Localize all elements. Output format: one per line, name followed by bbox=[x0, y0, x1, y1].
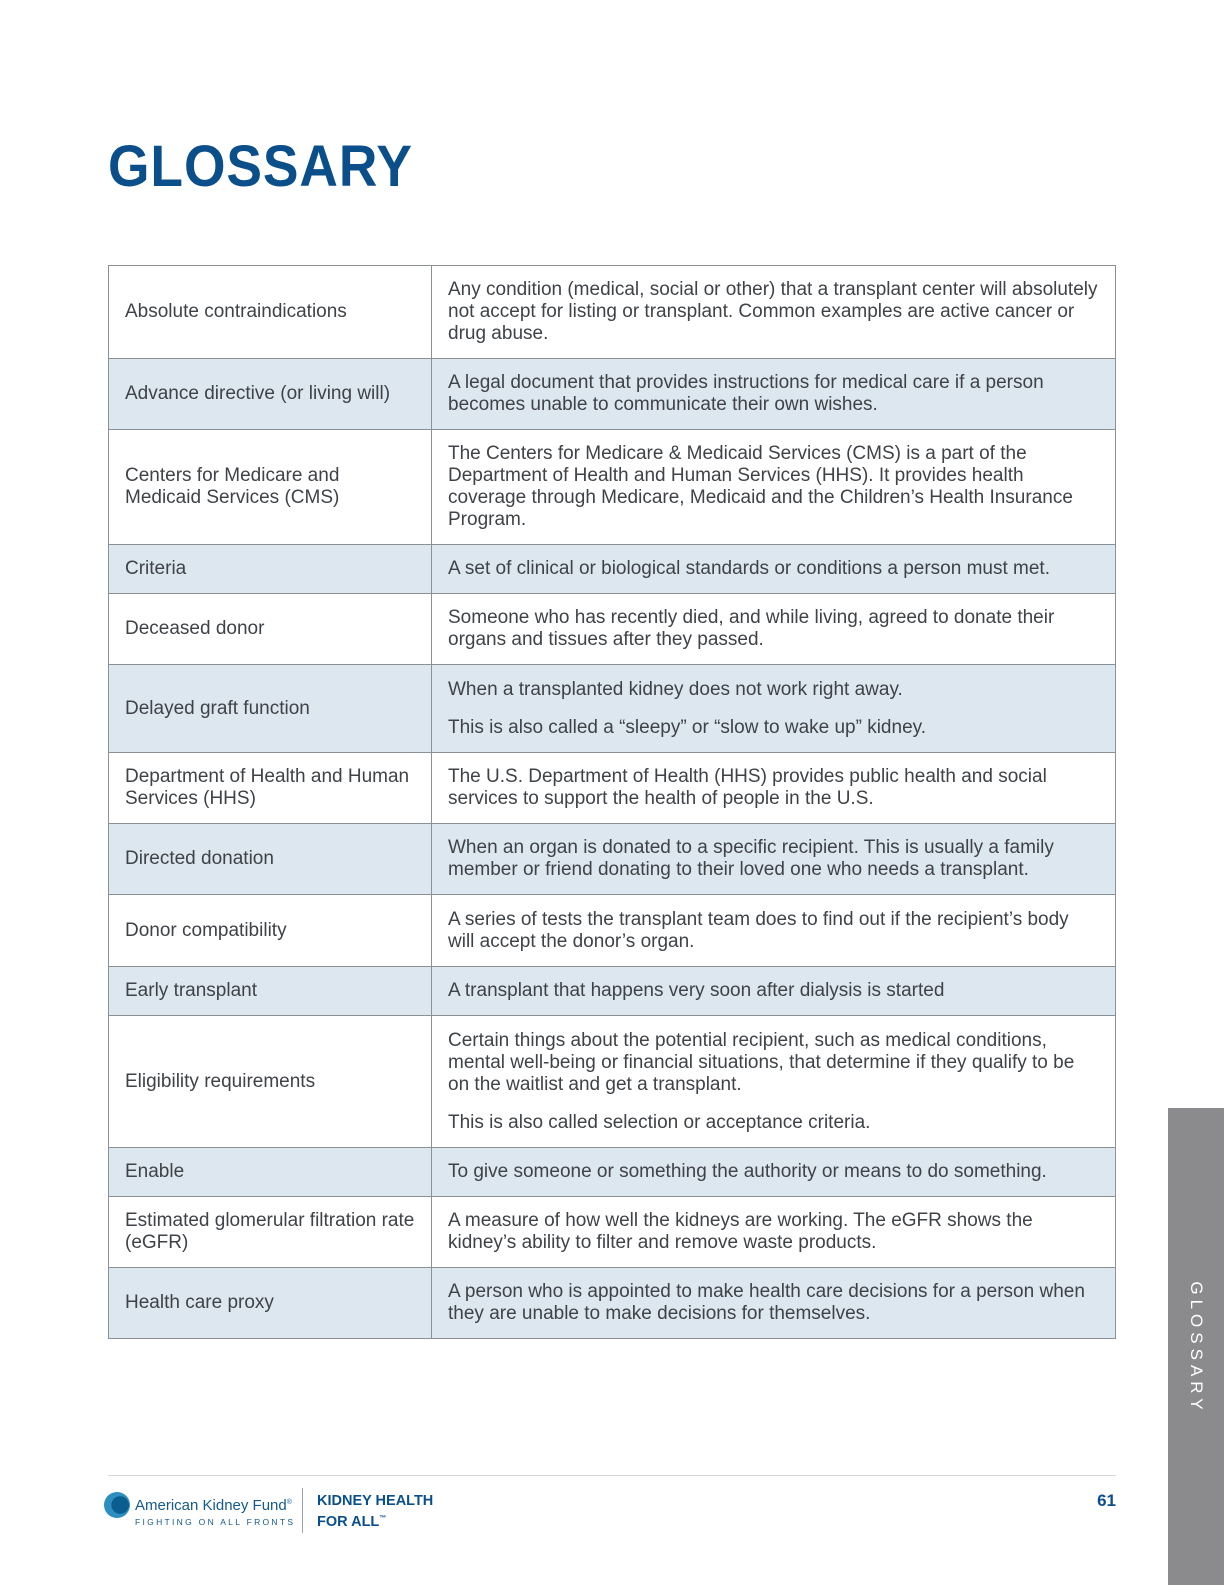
glossary-definition bbox=[432, 753, 1116, 824]
glossary-row bbox=[109, 895, 1116, 967]
glossary-definition bbox=[432, 1016, 1116, 1148]
glossary-term: Criteria bbox=[109, 545, 432, 594]
glossary-row bbox=[109, 665, 1116, 753]
glossary-definition bbox=[432, 895, 1116, 967]
glossary-term: Estimated glomerular filtration rate (eGFR) bbox=[109, 1197, 432, 1268]
glossary-definition bbox=[432, 967, 1116, 1016]
definition-paragraph: Any condition (medical, social or other) that a transplant center will absolutely not accept for listing or transplant. Common examples are active cancer or drug abuse. bbox=[448, 279, 1098, 344]
campaign-trademark: ™ bbox=[379, 1515, 387, 1522]
page-title: GLOSSARY bbox=[108, 134, 413, 199]
glossary-term: Donor compatibility bbox=[109, 895, 432, 967]
glossary-row bbox=[109, 359, 1116, 430]
campaign-line-2: FOR ALL bbox=[317, 1513, 380, 1530]
definition-paragraph: When an organ is donated to a specific recipient. This is usually a family member or friend donating to their loved one who needs a transplant. bbox=[448, 837, 1054, 880]
definition-paragraph: A series of tests the transplant team does to find out if the recipient’s body will accept the donor’s organ. bbox=[448, 908, 1069, 952]
glossary-table bbox=[108, 265, 1116, 1339]
glossary-definition bbox=[432, 824, 1116, 895]
glossary-term: Deceased donor bbox=[109, 594, 432, 665]
definition-paragraph: A transplant that happens very soon after dialysis is started bbox=[448, 980, 945, 1001]
glossary-row bbox=[109, 967, 1116, 1016]
definition-paragraph: This is also called a “sleepy” or “slow to wake up” kidney. bbox=[448, 716, 927, 738]
footer-divider-line bbox=[108, 1475, 1116, 1476]
glossary-row bbox=[109, 1197, 1116, 1268]
glossary-term: Eligibility requirements bbox=[109, 1016, 432, 1148]
akf-logo bbox=[104, 1490, 295, 1527]
section-side-tab bbox=[1168, 1108, 1224, 1585]
glossary-row bbox=[109, 1016, 1116, 1148]
definition-paragraph: A measure of how well the kidneys are working. The eGFR shows the kidney’s ability to filter and remove waste products. bbox=[448, 1210, 1033, 1253]
glossary-row bbox=[109, 594, 1116, 665]
glossary-term: Enable bbox=[109, 1148, 432, 1197]
definition-paragraph: Certain things about the potential recipient, such as medical conditions, mental well-being or financial situations, that determine if they qualify to be on the waitlist and get a transplant. bbox=[448, 1029, 1075, 1095]
definition-paragraph: Someone who has recently died, and while living, agreed to donate their organs and tissues after they passed. bbox=[448, 607, 1055, 650]
section-side-tab-label: GLOSSARY bbox=[1187, 1281, 1206, 1415]
definition-paragraph: The U.S. Department of Health (HHS) provides public health and social services to support the health of people in the U.S. bbox=[448, 766, 1047, 809]
definition-paragraph: This is also called selection or acceptance criteria. bbox=[448, 1111, 871, 1133]
campaign-logo bbox=[317, 1493, 433, 1531]
definition-paragraph: To give someone or something the authority or means to do something. bbox=[448, 1161, 1047, 1182]
campaign-line-1: KIDNEY HEALTH bbox=[317, 1493, 434, 1509]
glossary-definition bbox=[432, 665, 1116, 753]
definition-paragraph: A legal document that provides instructions for medical care if a person becomes unable to communicate their own wishes. bbox=[448, 372, 1044, 415]
glossary-term: Department of Health and Human Services (HHS) bbox=[109, 753, 432, 824]
glossary-row bbox=[109, 266, 1116, 359]
definition-paragraph: When a transplanted kidney does not work right away. bbox=[448, 678, 903, 700]
definition-paragraph: A set of clinical or biological standards or conditions a person must met. bbox=[448, 558, 1050, 579]
glossary-term: Absolute contraindications bbox=[109, 266, 432, 359]
org-name: American Kidney Fund bbox=[135, 1497, 287, 1514]
glossary-row bbox=[109, 824, 1116, 895]
glossary-definition bbox=[432, 545, 1116, 594]
org-tagline: FIGHTING ON ALL FRONTS bbox=[135, 1517, 296, 1527]
glossary-row bbox=[109, 1268, 1116, 1339]
glossary-term: Health care proxy bbox=[109, 1268, 432, 1339]
glossary-definition bbox=[432, 1268, 1116, 1339]
glossary-term: Delayed graft function bbox=[109, 665, 432, 753]
glossary-row bbox=[109, 545, 1116, 594]
akf-logo-icon bbox=[104, 1492, 130, 1518]
glossary-term: Early transplant bbox=[109, 967, 432, 1016]
glossary-definition bbox=[432, 1148, 1116, 1197]
logo-divider bbox=[302, 1488, 303, 1533]
glossary-definition bbox=[432, 430, 1116, 545]
glossary-term: Advance directive (or living will) bbox=[109, 359, 432, 430]
page-number: 61 bbox=[1097, 1491, 1116, 1510]
glossary-term: Directed donation bbox=[109, 824, 432, 895]
glossary-row bbox=[109, 1148, 1116, 1197]
definition-paragraph: The Centers for Medicare & Medicaid Services (CMS) is a part of the Department of Health and Human Services (HHS). It provides health coverage through Medicare, Medicaid and the Children’s Health Insurance Program. bbox=[448, 443, 1073, 530]
glossary-row bbox=[109, 753, 1116, 824]
glossary-definition bbox=[432, 1197, 1116, 1268]
glossary-definition bbox=[432, 359, 1116, 430]
glossary-definition bbox=[432, 266, 1116, 359]
glossary-term: Centers for Medicare and Medicaid Services (CMS) bbox=[109, 430, 432, 545]
glossary-row bbox=[109, 430, 1116, 545]
glossary-definition bbox=[432, 594, 1116, 665]
definition-paragraph: A person who is appointed to make health care decisions for a person when they are unable to make decisions for themselves. bbox=[448, 1281, 1085, 1324]
org-registered-mark: ® bbox=[286, 1499, 292, 1506]
